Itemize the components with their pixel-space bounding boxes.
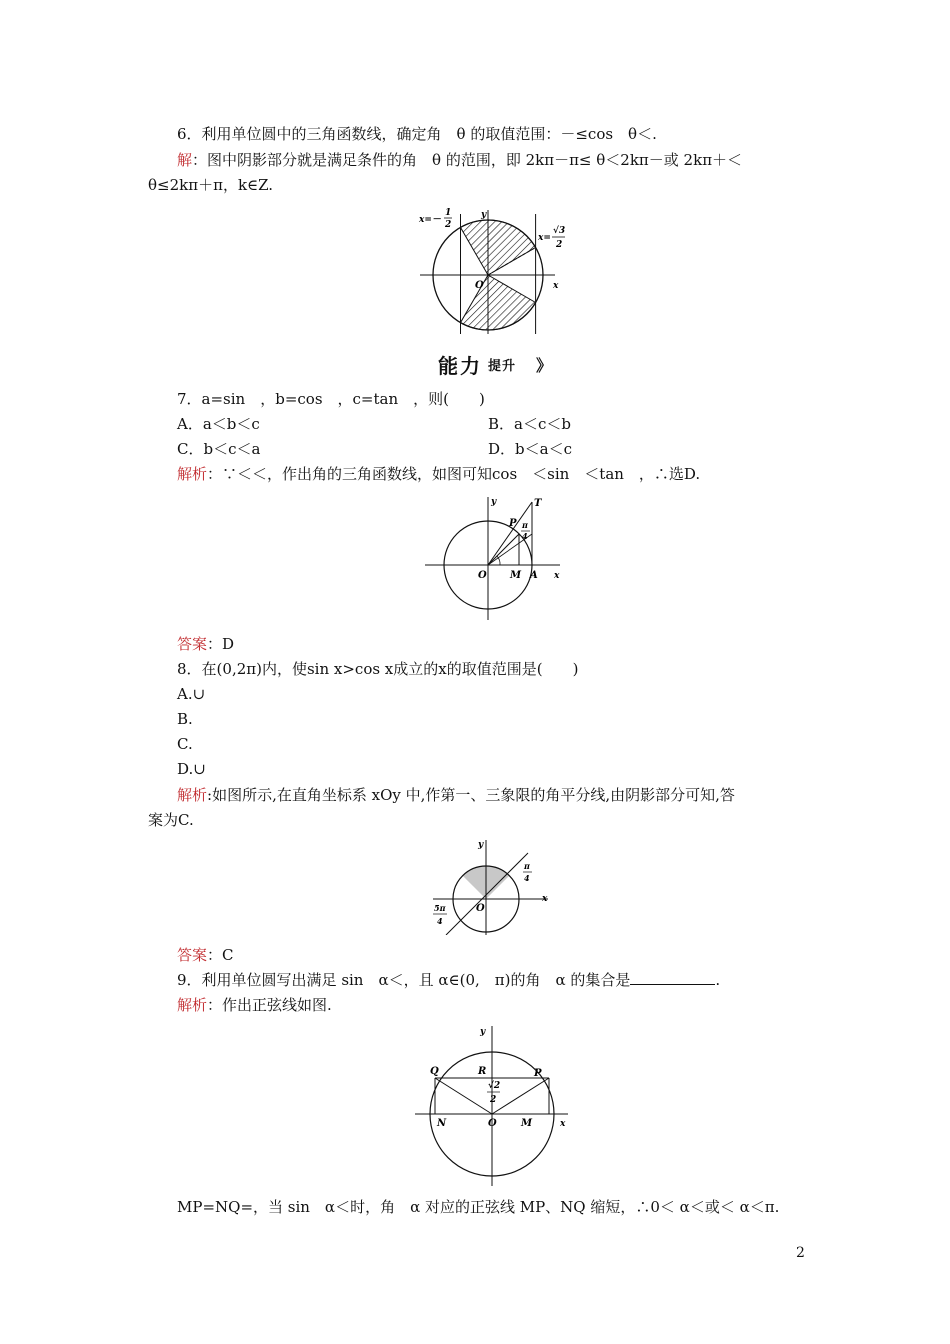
q6-stem: 6．利用单位圆中的三角函数线，确定角 θ 的取值范围：－≤cos θ＜. — [177, 125, 657, 143]
q8-option-a: A.∪ — [177, 685, 206, 703]
q7-fig-four-label: 4 — [522, 531, 528, 541]
q8-solution-label: 解析 — [177, 786, 208, 804]
q8-option-d: D.∪ — [177, 760, 206, 778]
q7-solution — [177, 464, 700, 484]
q7-solution-text: ：∵＜＜，作出角的三角函数线，如图可知cos ＜sin ＜tan ，∴选D. — [207, 465, 701, 483]
q6-fig-xpos-label: x= — [538, 233, 551, 243]
q6-solution-line2: θ≤2kπ＋π，k∈Z. — [148, 176, 274, 194]
q6-solution-line1 — [177, 150, 742, 170]
q9-fig-m-label: M — [521, 1118, 533, 1129]
q7-fig-x-label: x — [554, 571, 560, 581]
q8-solution-text: :如图所示,在直角坐标系 xOy 中,作第一、三象限的角平分线,由阴影部分可知,答 — [207, 786, 735, 804]
q7-fig-origin-label: O — [478, 570, 487, 581]
q9-fig-root-num: √2 — [488, 1081, 501, 1091]
page-number: 2 — [796, 1245, 805, 1261]
q9-fig-p-label: P — [534, 1068, 542, 1079]
q7-fig-pi-label: π — [522, 520, 528, 530]
q6-figure — [415, 202, 575, 334]
q7-option-a: A．a＜b＜c — [177, 415, 260, 433]
q9-solution-label: 解析 — [177, 996, 208, 1014]
q7-answer-label: 答案 — [177, 635, 208, 653]
q9-solution-text: ：作出正弦线如图. — [207, 996, 332, 1014]
q9-answer-blank — [630, 970, 715, 985]
q7-figure — [420, 492, 570, 622]
q8-fig-origin-label: O — [476, 903, 485, 914]
q7-fig-a-label: A — [530, 570, 538, 581]
q9-fig-n-label: N — [437, 1118, 447, 1129]
q9-solution — [177, 995, 332, 1015]
q8-answer-label: 答案 — [177, 946, 208, 964]
q6-fig-xneg-label: x=－ — [419, 215, 441, 225]
q6-fig-half-num: 1 — [445, 208, 452, 218]
q6-fig-y-label: y — [481, 210, 487, 220]
q9-stem — [177, 970, 720, 990]
q6-fig-origin-label: O — [475, 280, 484, 291]
q8-answer — [177, 945, 234, 965]
q6-fig-root-den: 2 — [556, 240, 563, 250]
q8-solution-line1 — [177, 785, 735, 805]
q6-solution-label: 解 — [177, 151, 193, 169]
q9-conclusion: MP=NQ=，当 sin α＜时，角 α 对应的正弦线 MP、NQ 缩短，∴0＜ α＜或＜ α＜π. — [177, 1198, 780, 1216]
banner-main-text: 能力 — [438, 354, 482, 378]
q7-stem: 7．a=sin ，b=cos ，c=tan ，则( ) — [177, 390, 485, 408]
q9-fig-r-label: R — [478, 1066, 487, 1077]
banner-arrow-icon: 》 — [536, 356, 553, 375]
q6-solution-text: ：图中阴影部分就是满足条件的角 θ 的范围，即 2kπ－π≤ θ＜2kπ－或 2kπ＋＜ — [192, 151, 743, 169]
q7-answer — [177, 634, 234, 654]
q6-fig-root-num: √3 — [553, 226, 566, 236]
q7-fig-y-label: y — [491, 497, 497, 507]
q8-solution-line2: 案为C. — [148, 811, 194, 829]
q6-fig-x-label: x — [553, 281, 559, 291]
q9-fig-x-label: x — [560, 1119, 566, 1129]
q7-solution-label: 解析 — [177, 465, 208, 483]
ability-banner — [438, 350, 556, 380]
q9-stem-end: . — [715, 971, 721, 989]
q8-fig-y-label: y — [478, 840, 484, 850]
q8-option-b: B. — [177, 710, 193, 728]
q9-figure — [410, 1020, 575, 1188]
q9-fig-y-label: y — [480, 1027, 486, 1037]
banner-sub-text: 提升 — [488, 359, 517, 374]
q7-answer-value: ：D — [207, 635, 235, 653]
q9-stem-text: 9．利用单位圆写出满足 sin α＜，且 α∈(0, π)的角 α 的集合是 — [177, 971, 631, 989]
q8-fig-pi-label: π — [524, 861, 530, 871]
q8-fig-fivepi-label: 5π — [434, 903, 446, 913]
q7-fig-p-label: P — [509, 518, 517, 529]
q8-option-c: C. — [177, 735, 193, 753]
q9-fig-root-den: 2 — [490, 1095, 497, 1105]
q6-fig-half-den: 2 — [445, 220, 452, 230]
q7-option-c: C．b＜c＜a — [177, 440, 261, 458]
q8-answer-value: ：C — [207, 946, 234, 964]
q8-fig-x-label: x — [542, 894, 548, 904]
q8-fig-four-label: 4 — [524, 873, 530, 883]
q8-stem: 8．在(0,2π)内，使sin x>cos x成立的x的取值范围是( ) — [177, 660, 579, 678]
q8-fig-four2-label: 4 — [437, 916, 443, 926]
q7-fig-t-label: T — [534, 498, 542, 509]
q7-option-d: D．b＜a＜c — [488, 440, 572, 458]
q9-fig-q-label: Q — [430, 1066, 439, 1077]
q8-figure — [428, 835, 558, 935]
q7-option-b: B．a＜c＜b — [488, 415, 571, 433]
q7-fig-m-label: M — [510, 570, 522, 581]
q9-fig-origin-label: O — [488, 1118, 497, 1129]
